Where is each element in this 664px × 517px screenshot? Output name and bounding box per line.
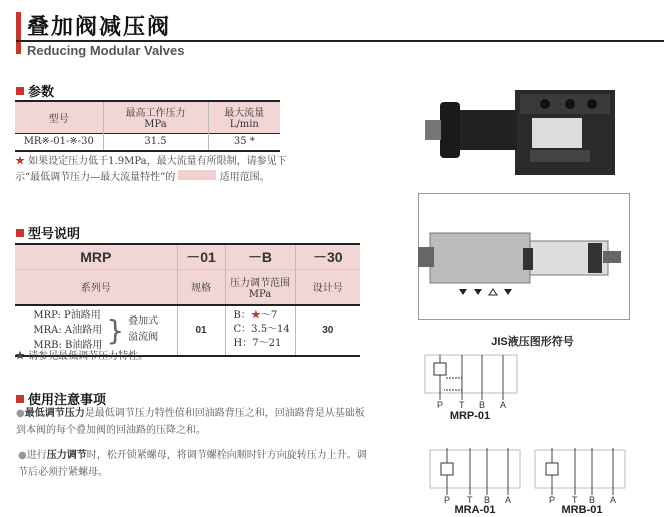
symbol-mrp-caption: MRP-01 — [449, 410, 491, 422]
series-type-2: 溢流阀 — [128, 332, 159, 343]
cell-series — [15, 305, 177, 356]
table-row — [15, 133, 280, 151]
brace-icon: } — [106, 313, 125, 347]
caution-item-1: ●最低调节压力是最低调节压力特性值和回油路背压之和，回油路背是从基础板到本阀的每个叠加阀的回油路的压降之和。 — [16, 408, 365, 436]
cell-model: MR※-01-※-30 — [23, 136, 94, 148]
code-series: MRP — [15, 244, 177, 270]
cell-pressure: 31.5 — [103, 133, 208, 151]
label-range-text: 压力调节范围 — [230, 277, 290, 289]
caution-2-pre: 进行 — [26, 450, 47, 461]
series-mrb: MRB: B油路用 — [33, 339, 103, 351]
cell-design: 30 — [295, 305, 360, 356]
symbol-mrb — [530, 445, 630, 505]
symbol-mra — [425, 445, 525, 505]
port-label: A — [505, 495, 512, 505]
port-label: A — [500, 400, 507, 410]
title-divider — [16, 40, 664, 42]
section-square-icon — [16, 229, 24, 237]
range-h: H：7～21 — [233, 338, 282, 349]
port-label: T — [572, 495, 578, 505]
cell-flow: 35 * — [208, 133, 280, 151]
series-type-1: 叠加式 — [128, 316, 159, 327]
section-square-icon — [16, 87, 24, 95]
port-label: P — [444, 495, 451, 505]
label-series: 系列号 — [15, 270, 177, 305]
section-square-icon — [16, 395, 24, 403]
valve-photo — [420, 80, 620, 190]
params-table — [15, 100, 280, 152]
port-label: B — [479, 400, 486, 410]
params-note-tail: 适用范围。 — [219, 172, 270, 183]
col-model: 型号 — [15, 101, 103, 133]
col-flow-label: 最大流量 — [224, 108, 265, 120]
label-size: 规格 — [177, 270, 225, 305]
star-icon: ★ — [250, 310, 261, 321]
col-pressure-label: 最高工作压力 — [125, 108, 186, 120]
port-label: P — [549, 495, 556, 505]
port-label: T — [467, 495, 473, 505]
jis-caption: JIS液压图形符号 — [491, 336, 574, 348]
range-b-value: ～7 — [260, 310, 278, 321]
label-range-unit: MPa — [248, 288, 272, 300]
col-pressure-unit: MPa — [144, 119, 167, 131]
params-heading-text: 参数 — [28, 85, 55, 100]
model-heading-text: 型号说明 — [28, 227, 81, 242]
caution-item-2: ●进行压力调节时，松开锁紧螺母，将调节螺栓向顺时针方向旋转压力上升。调节后必须拧紧螺母。 — [18, 450, 367, 478]
cross-section-diagram — [418, 193, 630, 320]
port-label: P — [437, 400, 444, 410]
params-heading — [16, 81, 54, 100]
params-note — [15, 154, 287, 186]
symbol-mrp — [420, 350, 530, 410]
range-swatch — [178, 170, 216, 180]
col-pressure — [103, 101, 208, 133]
code-size: －01 — [177, 244, 225, 270]
label-range — [225, 270, 295, 305]
page-title: 叠加阀减压阀 — [27, 15, 172, 40]
caution-2-text: 时，松开锁紧螺母，将调节螺栓向顺时针方向旋转压力上升。调节后必须拧紧螺母。 — [18, 450, 367, 478]
model-code-table — [15, 243, 360, 357]
caution-2-bold: 压力调节 — [46, 450, 87, 461]
caution-1-text: 是最低调节压力特性值和回油路背压之和，回油路背是从基础板到本阀的每个叠加阀的回油路的压降之和。 — [16, 408, 365, 436]
range-c: C：3.5～14 — [233, 324, 290, 335]
port-label: T — [459, 400, 465, 410]
port-label: A — [610, 495, 617, 505]
series-mrp: MRP: P油路用 — [33, 309, 101, 321]
port-label: B — [484, 495, 491, 505]
title-accent-bar — [16, 12, 21, 54]
col-flow — [208, 101, 280, 133]
cautions-heading-text: 使用注意事项 — [28, 393, 107, 408]
model-heading — [16, 223, 80, 242]
model-footnote: ★ 请参见最低调节压力特性。 — [15, 351, 149, 362]
code-range: －B — [225, 244, 295, 270]
label-design: 设计号 — [295, 270, 360, 305]
code-design: －30 — [295, 244, 360, 270]
star-icon: ★ — [15, 156, 25, 167]
port-label: B — [589, 495, 596, 505]
params-note-text: 如果设定压力低于1.9MPa，最大流量有所限制，请参见下示“最低调节压力—最大流量特性”的 — [15, 156, 287, 183]
symbol-mra-caption: MRA-01 — [454, 504, 496, 516]
symbol-mrb-caption: MRB-01 — [561, 504, 603, 516]
cell-range — [225, 305, 295, 356]
series-mra: MRA: A油路用 — [33, 324, 103, 336]
cell-size: 01 — [177, 305, 225, 356]
table-row — [15, 305, 360, 356]
page-subtitle: Reducing Modular Valves — [27, 43, 185, 58]
col-flow-unit: L/min — [229, 119, 259, 131]
caution-1-bold: 最低调节压力 — [24, 408, 85, 419]
range-b-label: B： — [233, 310, 251, 321]
